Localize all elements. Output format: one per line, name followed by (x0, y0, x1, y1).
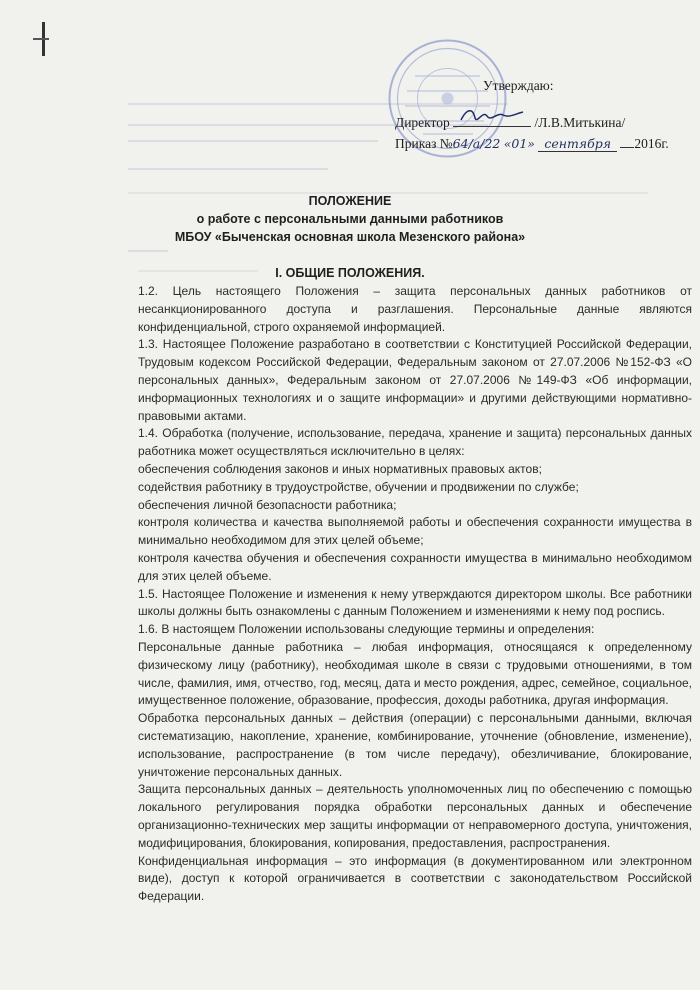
order-number: 64/а/22 (452, 136, 501, 151)
list-item: контроля качества обучения и обеспечения сохранности имущества в минимально необходимом для этих целей объеме. (138, 550, 692, 583)
order-label: Приказ № (395, 136, 453, 151)
document-subtitle: о работе с персональными данными работников (196, 212, 504, 226)
bleed-through-line (128, 250, 168, 252)
definition: Обработка персональных данных – действия (операции) с персональными данными, включая систематизацию, накопление, хранение, комбинирование, уточнение (обновление, изменение), использование, распространение (в том числе передачу), обезличивание, блокирование, уничтожение персональных данных. (138, 711, 692, 779)
list-item: контроля количества и качества выполняемой работы и обеспечения сохранности имущества в минимально необходимом для этих целей объеме; (138, 515, 692, 548)
bleed-through-line (128, 140, 378, 142)
paragraph: 1.3. Настоящее Положение разработано в соответствии с Конституцией Российской Федерации, Трудовым кодексом Российской Федерации, Федеральным законом от 27.07.2006 №152-ФЗ «О персональных данных», Федеральным законом от 27.07.2006 №149-ФЗ «Об информации, информационных технологиях и о защите информации» и другими действующими нормативно-правовыми актами. (138, 337, 692, 423)
paragraph: 1.2. Цель настоящего Положения – защита персональных данных работников от несанкционированного доступа и разглашения. Персональные данные являются конфиденциальной, строго охраняемой информацией. (138, 284, 692, 334)
paragraph: 1.6. В настоящем Положении использованы следующие термины и определения: (138, 622, 595, 637)
document-title: ПОЛОЖЕНИЕ (308, 194, 392, 208)
list-item: обеспечения личной безопасности работника; (138, 497, 397, 512)
signature-icon (453, 106, 531, 126)
director-name: /Л.В.Митькина/ (534, 115, 626, 130)
director-label: Директор (395, 115, 450, 130)
scan-edge-mark-small (33, 38, 49, 40)
paragraph: 1.4. Обработка (получение, использование, передача, хранение и защита) персональных данных работника может осуществляться исключительно в целях: (138, 426, 692, 459)
order-year: 2016г. (634, 136, 669, 151)
bleed-through-line (128, 168, 328, 170)
order-day: «01» (503, 136, 535, 151)
order-line (395, 136, 669, 152)
definition: Конфиденциальная информация – это информация (в документированном или электронном виде), доступ к которой ограничивается в соответствии с законодательством Российской Федерации. (138, 853, 692, 904)
order-date-blank (620, 147, 634, 148)
section-heading: I. ОБЩИЕ ПОЛОЖЕНИЯ. (275, 266, 425, 280)
document-body (138, 283, 692, 906)
list-item: содействия работнику в трудоустройстве, обучении и продвижении по службе; (138, 479, 579, 494)
order-month: сентября (538, 136, 617, 152)
approved-label: Утверждаю: (483, 78, 554, 93)
paragraph: 1.5. Настоящее Положение и изменения к нему утверждаются директором школы. Все работники школы должны быть ознакомлены с данным Положением и изменениями к нему под роспись. (138, 586, 692, 619)
director-signature (453, 114, 531, 127)
director-line (395, 114, 625, 131)
list-item: обеспечения соблюдения законов и иных нормативных правовых актов; (138, 461, 542, 476)
definition: Персональные данные работника – любая информация, относящаяся к определенному физическому лицу (работнику), необходимая школе в связи с трудовыми отношениями, в том числе, фамилия, имя, отчество, год, месяц, дата и место рождения, адрес, семейное, социальное, имущественное положение, образование, профессия, доходы работника, другая информация. (138, 639, 692, 708)
school-name: МБОУ «Быченская основная школа Мезенского района» (174, 230, 526, 244)
definition: Защита персональных данных – деятельность уполномоченных лиц по обеспечению с помощью локального регулирования порядка обработки персональных данных и обеспечение организационно-технических мер защиты информации от неправомерного доступа, уничтожения, модифицирования, блокирования, копирования, предоставления, распространения. (138, 782, 692, 850)
